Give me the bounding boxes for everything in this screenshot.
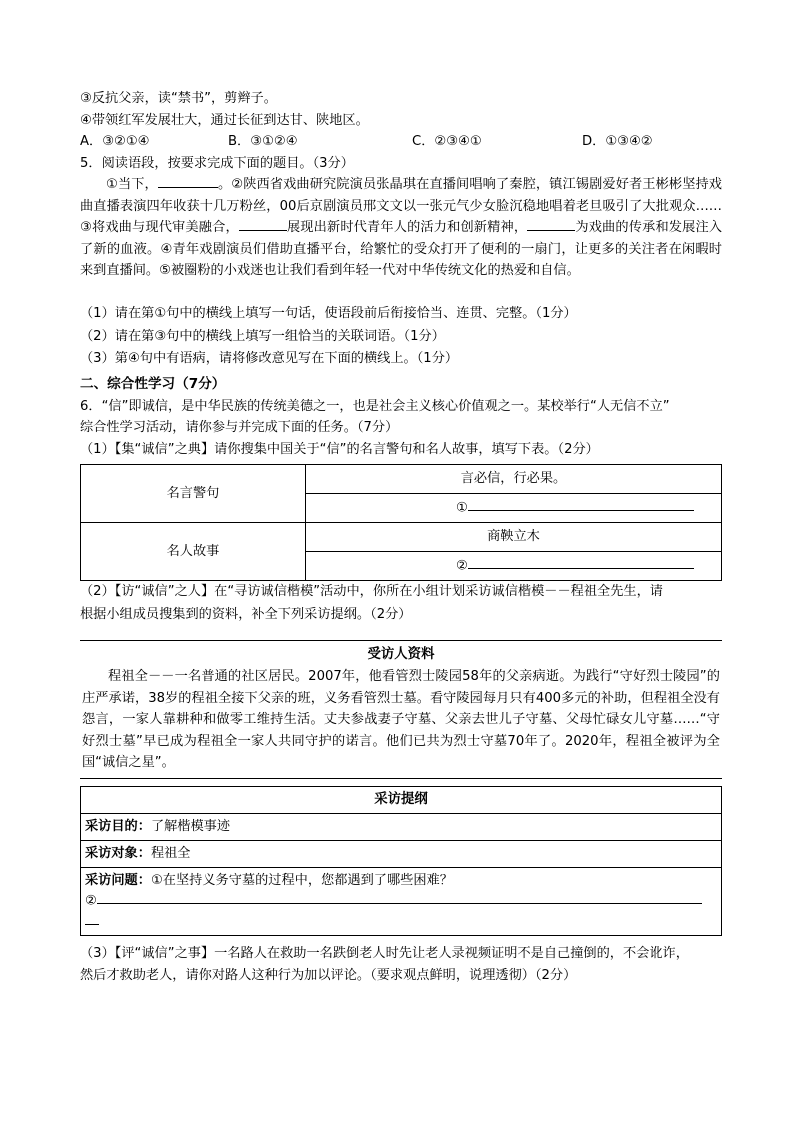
option-b[interactable] [228, 131, 412, 153]
blank-marker-2: ② [456, 558, 468, 574]
answer-blank-4[interactable] [85, 911, 99, 925]
interviewee-data-box [80, 640, 722, 779]
famous-saying-given: 言必信，行必果。 [306, 465, 722, 494]
blank-marker-3: ② [85, 893, 97, 909]
task3-line1: （3）【评“诚信”之事】一名路人在救助一名跌倒老人时先让老人录视频证明不是自己撞倒的，不会讹诈， [80, 945, 689, 961]
option-a-key: A． [80, 134, 103, 149]
option-d-value: ①③④② [605, 134, 653, 149]
interviewee-data-text: 程祖全－－一名普通的社区居民。2007年，他看管烈士陵园58年的父亲病逝。为践行“守好烈士陵园”的庄严承诺，38岁的程祖全接下父亲的班，义务看管烈士墓。看守陵园每月只有400多元的补助，但程祖全没有怨言，一家人靠耕种和做零工维持生活。丈夫参战妻子守墓、父亲去世儿子守墓、父母忙碌女儿守墓……“守好烈士墓”早已成为程祖全一家人共同守护的诺言。他们已共为烈士守墓70年了。2020年，程祖全被评为全国“诚信之星”。 [82, 669, 720, 770]
interview-purpose-row [81, 813, 722, 840]
interview-questions-label: 采访问题： [85, 872, 151, 888]
task2-prompt-line2: 根据小组成员搜集到的资料，补全下列采访提纲。（2分） [80, 606, 412, 622]
interview-subject-value: 程祖全 [150, 845, 191, 861]
spacer [80, 282, 722, 304]
famous-story-blank-cell[interactable] [306, 552, 722, 581]
option-b-value: ③①②④ [250, 134, 298, 149]
interview-outline-title: 采访提纲 [81, 786, 722, 813]
question5-sub2: （2）请在第③句中的横线上填写一组恰当的关联词语。（1分） [80, 328, 445, 344]
interview-subject-label: 采访对象： [85, 845, 151, 861]
option-a[interactable] [80, 131, 228, 153]
task1-prompt: （1）【集“诚信”之典】请你搜集中国关于“信”的名言警句和名人故事，填写下表。（2分） [80, 441, 599, 457]
interview-question-1: ①在坚持义务守墓的过程中，您都遇到了哪些困难？ [150, 872, 453, 888]
famous-story-given: 商鞅立木 [306, 523, 722, 552]
passage-blank-1[interactable] [158, 174, 218, 188]
table-row [81, 786, 722, 813]
question5-sub1: （1）请在第①句中的横线上填写一句话，使语段前后衔接恰当、连贯、完整。（1分） [80, 306, 577, 321]
table-row [81, 465, 722, 494]
task2-prompt-line1: （2）【访“诚信”之人】在“寻访诚信楷模”活动中，你所在小组计划采访诚信楷模－－程祖全先生，请 [80, 584, 663, 599]
question5-stem: 5．阅读语段，按要求完成下面的题目。（3分） [80, 155, 354, 171]
question4-item4: ④带领红军发展壮大，通过长征到达甘、陕地区。 [80, 112, 369, 128]
passage-segment-2: 。②陕西省戏曲研究院演员张晶琪在直播间唱响了秦腔，镇江锡剧爱好者王彬彬坚持戏曲直播表演四年收获十几万粉丝，00后京剧演员邢文文以一张元气少女脸沉稳地唱着老旦吸引了大批观众……③将戏曲与现代审美融合， [80, 177, 722, 235]
answer-blank-1[interactable] [468, 498, 694, 512]
option-c-value: ②③④① [434, 134, 482, 149]
passage-blank-2[interactable] [239, 217, 287, 231]
row-label-famous-stories: 名人故事 [81, 523, 306, 581]
option-d[interactable] [582, 131, 653, 153]
passage-blank-3[interactable] [527, 217, 575, 231]
question6-line1: 6．“信”即诚信，是中华民族的传统美德之一，也是社会主义核心价值观之一。某校举行“人无信不立” [80, 398, 670, 414]
question4-options [80, 131, 722, 153]
answer-blank-2[interactable] [468, 556, 694, 570]
section2-heading: 二、综合性学习（7分） [80, 375, 226, 392]
interviewee-data-title: 受访人资料 [367, 647, 435, 662]
passage-segment-4: 为戏曲的传承和发展注入了新的血液。④青年戏剧演员们借助直播平台，给繁忙的受众打开了便利的一扇门，让更多的关注者在闲暇时来到直播间。⑤被圈粉的小戏迷也让我们看到年轻一代对中华传统文化的热爱和自信。 [80, 220, 723, 278]
interview-purpose-label: 采访目的： [85, 818, 151, 834]
table-row [81, 867, 722, 935]
option-d-key: D． [582, 134, 606, 149]
blank-marker-1: ① [456, 500, 468, 516]
option-a-value: ③②①④ [102, 134, 150, 149]
interview-subject-row [81, 840, 722, 867]
famous-saying-blank-cell[interactable] [306, 494, 722, 523]
question4-item3: ③反抗父亲，读“禁书”，剪辫子。 [80, 91, 277, 106]
interview-questions-row[interactable] [81, 867, 722, 935]
table-row [81, 840, 722, 867]
passage-segment-1: ①当下， [106, 177, 158, 192]
table-row [81, 813, 722, 840]
interview-outline-table [80, 786, 722, 936]
row-label-famous-sayings: 名言警句 [81, 465, 306, 523]
answer-blank-3[interactable] [97, 891, 702, 905]
option-c[interactable] [412, 131, 582, 153]
option-c-key: C． [412, 134, 435, 149]
option-b-key: B． [228, 134, 251, 149]
interview-purpose-value: 了解楷模事迹 [150, 818, 231, 834]
proverbs-table [80, 464, 722, 581]
question5-sub3: （3）第④句中有语病，请将修改意见写在下面的横线上。（1分） [80, 351, 459, 366]
question6-line2: 综合性学习活动，请你参与并完成下面的任务。（7分） [80, 420, 399, 435]
task3-line2: 然后才救助老人，请你对路人这种行为加以评论。（要求观点鲜明，说理透彻）（2分） [80, 967, 577, 983]
question5-passage [80, 174, 722, 282]
table-row [81, 523, 722, 552]
passage-segment-3: 展现出新时代青年人的活力和创新精神， [286, 220, 528, 235]
